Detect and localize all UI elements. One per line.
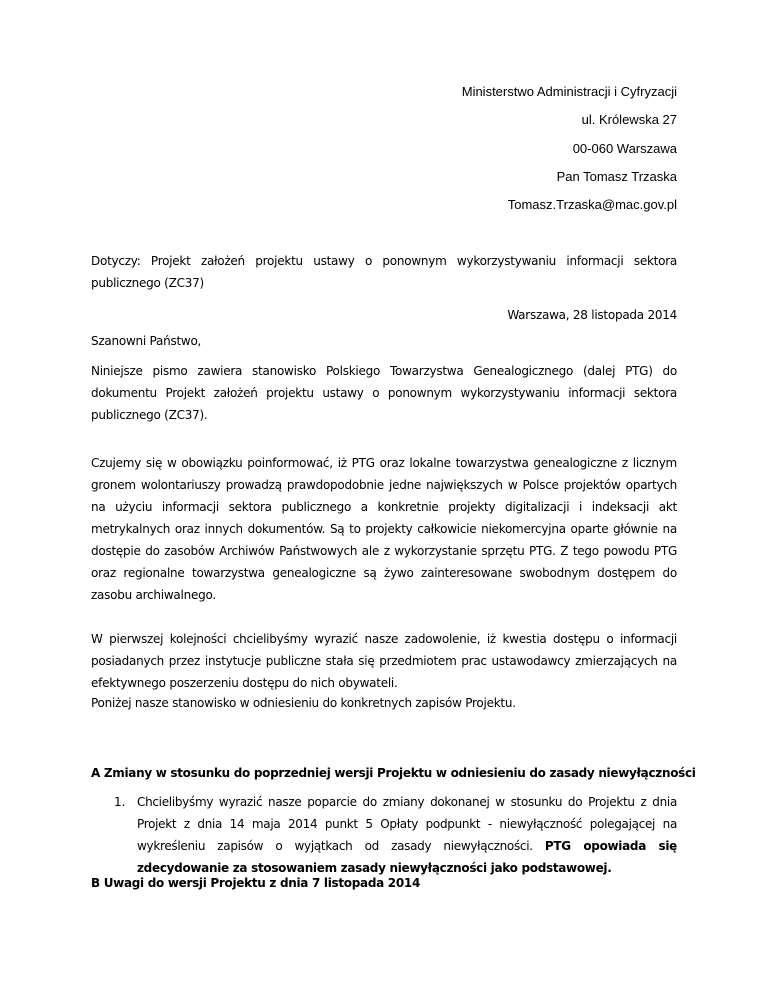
list-item-number: 1.	[114, 795, 126, 809]
salutation: Szanowni Państwo,	[91, 334, 202, 348]
recipient-street: ul. Królewska 27	[581, 112, 677, 127]
list-item-bold: PTG opowiada się zdecydowanie za stosowaniem zasady niewyłączności jako podstawowej.	[137, 839, 678, 875]
recipient-email: Tomasz.Trzaska@mac.gov.pl	[507, 197, 677, 212]
date-line: Warszawa, 28 listopada 2014	[507, 308, 677, 322]
recipient-postal-city: 00-060 Warszawa	[572, 141, 677, 156]
paragraph-intro: Niniejsze pismo zawiera stanowisko Polskiego Towarzystwa Genealogicznego (dalej PTG) do dokumentu Projekt założeń projektu ustawy o ponownym wykorzystywaniu informacji sektora publicznego (ZC37).	[91, 364, 677, 422]
paragraph-position: Poniżej nasze stanowisko w odniesieniu do konkretnych zapisów Projektu.	[91, 696, 516, 710]
section-a-heading: A Zmiany w stosunku do poprzedniej wersji Projektu w odniesieniu do zasady niewyłączności	[91, 766, 696, 780]
recipient-ministry: Ministerstwo Administracji i Cyfryzacji	[461, 84, 677, 99]
paragraph-support: W pierwszej kolejności chcielibyśmy wyrazić nasze zadowolenie, iż kwestia dostępu o informacji posiadanych przez instytucje publiczne stała się przedmiotem prac ustawodawcy zmierzających na efektywnego poszerzeniu dostępu do nich obywateli.	[91, 632, 677, 690]
paragraph-context: Czujemy się w obowiązku poinformować, iż PTG oraz lokalne towarzystwa genealogiczne z licznym gronem wolontariuszy prowadzą prawdopodobnie jedne największych w Polsce projektów opartych na użyciu informacji sektora publicznego a konkretnie projekty digitalizacji i indeksacji akt metrykalnych oraz innych dokumentów. Są to projekty całkowicie niekomercyjna oparte głównie na dostępie do zasobów Archiwów Państwowych ale z wykorzystanie sprzętu PTG. Z tego powodu PTG oraz regionalne towarzystwa genealogiczne są żywo zainteresowane swobodnym dostępem do zasobu archiwalnego.	[91, 456, 677, 602]
section-b-heading: B Uwagi do wersji Projektu z dnia 7 listopada 2014	[91, 876, 420, 890]
list-item-plain: Chcielibyśmy wyrazić nasze poparcie do zmiany dokonanej w stosunku do Projektu z dnia Projekt z dnia 14 maja 2014 punkt 5 Opłaty podpunkt - niewyłączność polegającej na wykreśleniu zapisów o wyjątkach od zasady niewyłączności.	[137, 795, 677, 853]
list-item-text	[137, 791, 677, 879]
recipient-person: Pan Tomasz Trzaska	[556, 169, 677, 184]
subject-line: Dotyczy: Projekt założeń projektu ustawy o ponownym wykorzystywaniu informacji sektora publicznego (ZC37)	[91, 254, 677, 290]
